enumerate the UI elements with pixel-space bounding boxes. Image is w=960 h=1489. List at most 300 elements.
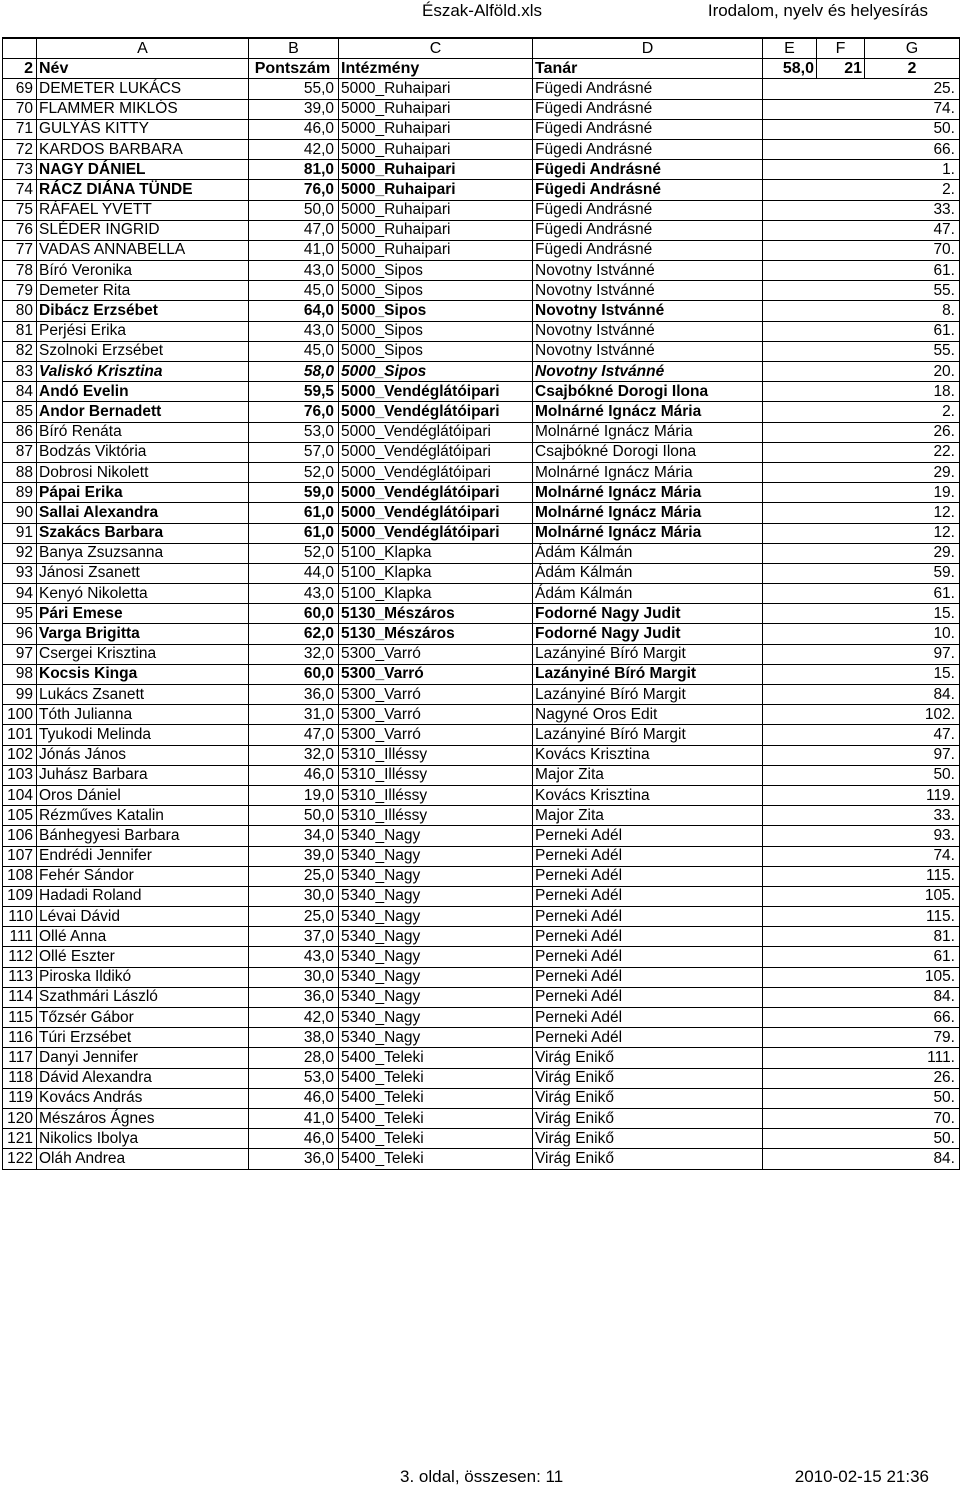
score: 32,0 — [249, 644, 339, 664]
teacher: Fügedi Andrásné — [533, 119, 763, 139]
rank: 55. — [763, 341, 960, 361]
teacher: Perneki Adél — [533, 987, 763, 1007]
teacher: Perneki Adél — [533, 886, 763, 906]
row-number: 113 — [3, 967, 37, 987]
student-name: Tőzsér Gábor — [37, 1008, 249, 1028]
school: 5000_Sipos — [339, 301, 533, 321]
row-number: 101 — [3, 725, 37, 745]
score: 46,0 — [249, 1088, 339, 1108]
school: 5340_Nagy — [339, 1008, 533, 1028]
teacher: Novotny Istvánné — [533, 281, 763, 301]
rank: 115. — [763, 907, 960, 927]
student-name: Ollé Eszter — [37, 947, 249, 967]
column-letter: G — [865, 38, 960, 59]
student-name: Szathmári László — [37, 987, 249, 1007]
score: 43,0 — [249, 947, 339, 967]
score: 25,0 — [249, 866, 339, 886]
row-number: 110 — [3, 907, 37, 927]
table-row — [3, 99, 960, 119]
score: 47,0 — [249, 220, 339, 240]
score: 34,0 — [249, 826, 339, 846]
rank: 12. — [763, 523, 960, 543]
school: 5000_Ruhaipari — [339, 220, 533, 240]
rank: 22. — [763, 442, 960, 462]
score: 39,0 — [249, 99, 339, 119]
student-name: KARDOS BARBARA — [37, 139, 249, 159]
table-row — [3, 806, 960, 826]
score: 45,0 — [249, 341, 339, 361]
school: 5000_Ruhaipari — [339, 180, 533, 200]
student-name: NAGY DÁNIEL — [37, 160, 249, 180]
student-name: Oláh Andrea — [37, 1149, 249, 1169]
table-row — [3, 1108, 960, 1128]
teacher: Fügedi Andrásné — [533, 240, 763, 260]
student-name: Bánhegyesi Barbara — [37, 826, 249, 846]
teacher: Lazányiné Bíró Margit — [533, 685, 763, 705]
score: 38,0 — [249, 1028, 339, 1048]
student-name: Endrédi Jennifer — [37, 846, 249, 866]
rank: 8. — [763, 301, 960, 321]
teacher: Lazányiné Bíró Margit — [533, 725, 763, 745]
teacher: Major Zita — [533, 765, 763, 785]
rank: 18. — [763, 382, 960, 402]
table-row — [3, 1028, 960, 1048]
table-row — [3, 765, 960, 785]
score: 60,0 — [249, 604, 339, 624]
score: 36,0 — [249, 987, 339, 1007]
row-number: 85 — [3, 402, 37, 422]
student-name: Lukács Zsanett — [37, 685, 249, 705]
school: 5000_Ruhaipari — [339, 240, 533, 260]
header-name: Név — [37, 59, 249, 79]
student-name: Fehér Sándor — [37, 866, 249, 886]
school: 5340_Nagy — [339, 886, 533, 906]
teacher: Novotny Istvánné — [533, 321, 763, 341]
school: 5340_Nagy — [339, 927, 533, 947]
rank: 29. — [763, 462, 960, 482]
school: 5000_Ruhaipari — [339, 160, 533, 180]
header-file-name: Észak-Alföld.xls — [422, 1, 542, 20]
column-letter: F — [817, 38, 865, 59]
school: 5340_Nagy — [339, 846, 533, 866]
student-name: Kocsis Kinga — [37, 664, 249, 684]
score: 31,0 — [249, 705, 339, 725]
rank: 26. — [763, 422, 960, 442]
rank: 50. — [763, 1088, 960, 1108]
rank: 119. — [763, 785, 960, 805]
score: 25,0 — [249, 907, 339, 927]
table-row — [3, 1068, 960, 1088]
student-name: Pári Emese — [37, 604, 249, 624]
row-number: 2 — [3, 59, 37, 79]
school: 5340_Nagy — [339, 1028, 533, 1048]
row-number: 121 — [3, 1129, 37, 1149]
row-number: 71 — [3, 119, 37, 139]
teacher: Kovács Krisztina — [533, 745, 763, 765]
table-row — [3, 402, 960, 422]
row-number: 105 — [3, 806, 37, 826]
row-number: 94 — [3, 584, 37, 604]
table-row — [3, 664, 960, 684]
school: 5100_Klapka — [339, 543, 533, 563]
student-name: Ollé Anna — [37, 927, 249, 947]
student-name: Andó Evelin — [37, 382, 249, 402]
rank: 61. — [763, 261, 960, 281]
table-row — [3, 382, 960, 402]
rank: 66. — [763, 1008, 960, 1028]
teacher: Virág Enikő — [533, 1108, 763, 1128]
teacher: Perneki Adél — [533, 846, 763, 866]
school: 5310_Illéssy — [339, 765, 533, 785]
student-name: Danyi Jennifer — [37, 1048, 249, 1068]
score: 50,0 — [249, 200, 339, 220]
table-row — [3, 624, 960, 644]
score: 42,0 — [249, 139, 339, 159]
row-number: 83 — [3, 362, 37, 382]
teacher: Fügedi Andrásné — [533, 180, 763, 200]
rank: 97. — [763, 745, 960, 765]
student-name: Dobrosi Nikolett — [37, 462, 249, 482]
teacher: Lazányiné Bíró Margit — [533, 664, 763, 684]
teacher: Nagyné Oros Edit — [533, 705, 763, 725]
row-number: 90 — [3, 503, 37, 523]
row-number: 98 — [3, 664, 37, 684]
school: 5000_Ruhaipari — [339, 139, 533, 159]
score: 43,0 — [249, 584, 339, 604]
school: 5000_Sipos — [339, 321, 533, 341]
rank: 102. — [763, 705, 960, 725]
rank: 61. — [763, 947, 960, 967]
row-number: 76 — [3, 220, 37, 240]
score: 46,0 — [249, 119, 339, 139]
rank: 93. — [763, 826, 960, 846]
row-number: 77 — [3, 240, 37, 260]
score: 32,0 — [249, 745, 339, 765]
row-number: 102 — [3, 745, 37, 765]
table-row — [3, 543, 960, 563]
rank: 55. — [763, 281, 960, 301]
row-number: 75 — [3, 200, 37, 220]
header-f: 21 — [817, 59, 865, 79]
score: 47,0 — [249, 725, 339, 745]
table-row — [3, 1048, 960, 1068]
score: 57,0 — [249, 442, 339, 462]
row-number: 95 — [3, 604, 37, 624]
row-number: 70 — [3, 99, 37, 119]
results-table — [2, 37, 960, 1170]
row-number: 100 — [3, 705, 37, 725]
row-number: 97 — [3, 644, 37, 664]
score: 58,0 — [249, 362, 339, 382]
score: 36,0 — [249, 1149, 339, 1169]
row-number: 111 — [3, 927, 37, 947]
rank: 15. — [763, 664, 960, 684]
student-name: Tyukodi Melinda — [37, 725, 249, 745]
student-name: RÁCZ DIÁNA TÜNDE — [37, 180, 249, 200]
corner-cell — [3, 38, 37, 59]
teacher: Virág Enikő — [533, 1149, 763, 1169]
student-name: Perjési Erika — [37, 321, 249, 341]
teacher: Virág Enikő — [533, 1048, 763, 1068]
school: 5000_Ruhaipari — [339, 79, 533, 99]
table-row — [3, 503, 960, 523]
school: 5340_Nagy — [339, 866, 533, 886]
row-number: 74 — [3, 180, 37, 200]
teacher: Fodorné Nagy Judit — [533, 604, 763, 624]
student-name: GULYÁS KITTY — [37, 119, 249, 139]
student-name: Szakács Barbara — [37, 523, 249, 543]
table-row — [3, 160, 960, 180]
table-row — [3, 240, 960, 260]
teacher: Ádám Kálmán — [533, 563, 763, 583]
row-number: 114 — [3, 987, 37, 1007]
school: 5300_Varró — [339, 725, 533, 745]
table-row — [3, 987, 960, 1007]
school: 5000_Sipos — [339, 341, 533, 361]
table-row — [3, 826, 960, 846]
school: 5400_Teleki — [339, 1048, 533, 1068]
rank: 50. — [763, 1129, 960, 1149]
teacher: Virág Enikő — [533, 1068, 763, 1088]
student-name: Bíró Veronika — [37, 261, 249, 281]
table-row — [3, 644, 960, 664]
school: 5000_Sipos — [339, 261, 533, 281]
row-number: 104 — [3, 785, 37, 805]
school: 5100_Klapka — [339, 584, 533, 604]
header-school: Intézmény — [339, 59, 533, 79]
teacher: Fügedi Andrásné — [533, 139, 763, 159]
row-number: 72 — [3, 139, 37, 159]
student-name: Andor Bernadett — [37, 402, 249, 422]
score: 36,0 — [249, 685, 339, 705]
rank: 84. — [763, 987, 960, 1007]
table-row — [3, 1129, 960, 1149]
table-row — [3, 79, 960, 99]
row-number: 117 — [3, 1048, 37, 1068]
table-row — [3, 301, 960, 321]
rank: 47. — [763, 220, 960, 240]
school: 5310_Illéssy — [339, 785, 533, 805]
rank: 61. — [763, 584, 960, 604]
score: 45,0 — [249, 281, 339, 301]
column-letter: D — [533, 38, 763, 59]
teacher: Kovács Krisztina — [533, 785, 763, 805]
row-number: 116 — [3, 1028, 37, 1048]
score: 41,0 — [249, 1108, 339, 1128]
rank: 70. — [763, 1108, 960, 1128]
table-row — [3, 604, 960, 624]
student-name: Varga Brigitta — [37, 624, 249, 644]
row-number: 91 — [3, 523, 37, 543]
row-number: 84 — [3, 382, 37, 402]
student-name: Tóth Julianna — [37, 705, 249, 725]
teacher: Fügedi Andrásné — [533, 200, 763, 220]
student-name: Valiskó Krisztina — [37, 362, 249, 382]
school: 5000_Vendéglátóipari — [339, 483, 533, 503]
footer-page-count: 3. oldal, összesen: 11 — [400, 1467, 564, 1486]
table-row — [3, 220, 960, 240]
student-name: VADAS ANNABELLA — [37, 240, 249, 260]
rank: 61. — [763, 321, 960, 341]
school: 5300_Varró — [339, 685, 533, 705]
score: 53,0 — [249, 422, 339, 442]
rank: 26. — [763, 1068, 960, 1088]
student-name: Hadadi Roland — [37, 886, 249, 906]
school: 5000_Ruhaipari — [339, 200, 533, 220]
table-row — [3, 947, 960, 967]
teacher: Molnárné Ignácz Mária — [533, 503, 763, 523]
teacher: Molnárné Ignácz Mária — [533, 422, 763, 442]
rank: 105. — [763, 886, 960, 906]
row-number: 89 — [3, 483, 37, 503]
column-letter: E — [763, 38, 817, 59]
teacher: Molnárné Ignácz Mária — [533, 462, 763, 482]
student-name: Lévai Dávid — [37, 907, 249, 927]
score: 62,0 — [249, 624, 339, 644]
score: 41,0 — [249, 240, 339, 260]
row-number: 96 — [3, 624, 37, 644]
table-row — [3, 1149, 960, 1169]
teacher: Novotny Istvánné — [533, 362, 763, 382]
row-number: 118 — [3, 1068, 37, 1088]
row-number: 112 — [3, 947, 37, 967]
row-number: 87 — [3, 442, 37, 462]
rank: 70. — [763, 240, 960, 260]
school: 5000_Sipos — [339, 362, 533, 382]
student-name: Szolnoki Erzsébet — [37, 341, 249, 361]
row-number: 73 — [3, 160, 37, 180]
rank: 59. — [763, 563, 960, 583]
score: 43,0 — [249, 321, 339, 341]
school: 5130_Mészáros — [339, 624, 533, 644]
table-row — [3, 200, 960, 220]
score: 59,0 — [249, 483, 339, 503]
row-number: 93 — [3, 563, 37, 583]
school: 5000_Ruhaipari — [339, 99, 533, 119]
row-number: 119 — [3, 1088, 37, 1108]
student-name: Dávid Alexandra — [37, 1068, 249, 1088]
teacher: Perneki Adél — [533, 826, 763, 846]
school: 5340_Nagy — [339, 826, 533, 846]
row-number: 106 — [3, 826, 37, 846]
row-number: 115 — [3, 1008, 37, 1028]
student-name: Piroska Ildikó — [37, 967, 249, 987]
student-name: Kenyó Nikoletta — [37, 584, 249, 604]
school: 5400_Teleki — [339, 1088, 533, 1108]
table-row — [3, 785, 960, 805]
school: 5340_Nagy — [339, 967, 533, 987]
rank: 2. — [763, 402, 960, 422]
teacher: Fügedi Andrásné — [533, 99, 763, 119]
score: 50,0 — [249, 806, 339, 826]
table-row — [3, 483, 960, 503]
header-teacher: Tanár — [533, 59, 763, 79]
table-row — [3, 846, 960, 866]
score: 43,0 — [249, 261, 339, 281]
score: 52,0 — [249, 543, 339, 563]
score: 64,0 — [249, 301, 339, 321]
score: 46,0 — [249, 765, 339, 785]
rank: 111. — [763, 1048, 960, 1068]
school: 5310_Illéssy — [339, 806, 533, 826]
student-name: Juhász Barbara — [37, 765, 249, 785]
score: 46,0 — [249, 1129, 339, 1149]
table-row — [3, 442, 960, 462]
teacher: Perneki Adél — [533, 927, 763, 947]
table-row — [3, 321, 960, 341]
teacher: Perneki Adél — [533, 1008, 763, 1028]
rank: 15. — [763, 604, 960, 624]
student-name: Oros Dániel — [37, 785, 249, 805]
table-row — [3, 725, 960, 745]
teacher: Perneki Adél — [533, 1028, 763, 1048]
rank: 1. — [763, 160, 960, 180]
school: 5000_Vendéglátóipari — [339, 462, 533, 482]
column-header-row — [3, 59, 960, 79]
table-row — [3, 705, 960, 725]
school: 5000_Ruhaipari — [339, 119, 533, 139]
rank: 47. — [763, 725, 960, 745]
row-number: 99 — [3, 685, 37, 705]
school: 5310_Illéssy — [339, 745, 533, 765]
score: 76,0 — [249, 180, 339, 200]
score: 76,0 — [249, 402, 339, 422]
teacher: Perneki Adél — [533, 866, 763, 886]
table-row — [3, 462, 960, 482]
school: 5400_Teleki — [339, 1149, 533, 1169]
student-name: DEMETER LUKÁCS — [37, 79, 249, 99]
school: 5000_Vendéglátóipari — [339, 402, 533, 422]
rank: 97. — [763, 644, 960, 664]
score: 60,0 — [249, 664, 339, 684]
teacher: Novotny Istvánné — [533, 341, 763, 361]
rank: 105. — [763, 967, 960, 987]
score: 42,0 — [249, 1008, 339, 1028]
row-number: 86 — [3, 422, 37, 442]
column-letter: A — [37, 38, 249, 59]
rank: 20. — [763, 362, 960, 382]
score: 61,0 — [249, 503, 339, 523]
student-name: Jánosi Zsanett — [37, 563, 249, 583]
column-letter: C — [339, 38, 533, 59]
student-name: RÁFAEL YVETT — [37, 200, 249, 220]
teacher: Ádám Kálmán — [533, 543, 763, 563]
rank: 10. — [763, 624, 960, 644]
teacher: Fodorné Nagy Judit — [533, 624, 763, 644]
rank: 33. — [763, 806, 960, 826]
table-row — [3, 180, 960, 200]
rank: 33. — [763, 200, 960, 220]
teacher: Perneki Adél — [533, 907, 763, 927]
rank: 84. — [763, 685, 960, 705]
teacher: Novotny Istvánné — [533, 261, 763, 281]
score: 39,0 — [249, 846, 339, 866]
header-e: 58,0 — [763, 59, 817, 79]
score: 37,0 — [249, 927, 339, 947]
row-number: 108 — [3, 866, 37, 886]
table-row — [3, 119, 960, 139]
student-name: Jónás János — [37, 745, 249, 765]
row-number: 103 — [3, 765, 37, 785]
rank: 19. — [763, 483, 960, 503]
teacher: Major Zita — [533, 806, 763, 826]
school: 5340_Nagy — [339, 987, 533, 1007]
header-score: Pontszám — [249, 59, 339, 79]
student-name: Banya Zsuzsanna — [37, 543, 249, 563]
table-row — [3, 745, 960, 765]
teacher: Fügedi Andrásné — [533, 79, 763, 99]
rank: 115. — [763, 866, 960, 886]
